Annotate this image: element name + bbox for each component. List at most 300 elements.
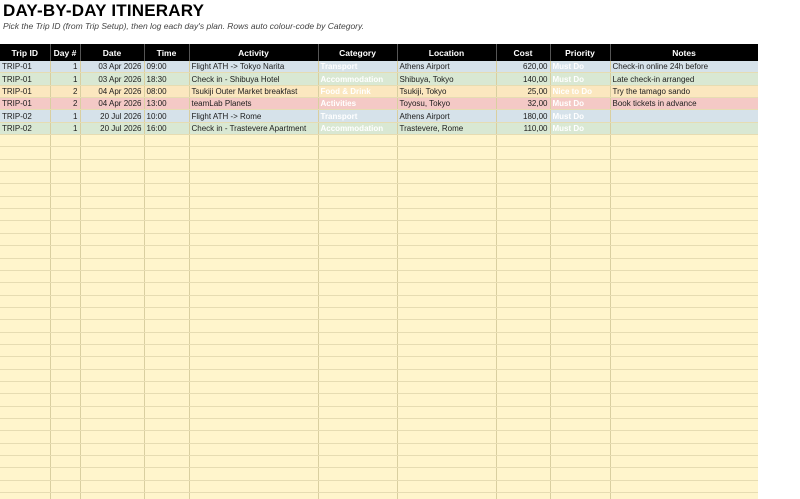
cell-cost[interactable]: 180,00 — [496, 110, 550, 122]
empty-cell[interactable] — [318, 196, 397, 208]
empty-row[interactable] — [0, 418, 758, 430]
empty-cell[interactable] — [50, 406, 80, 418]
empty-row[interactable] — [0, 283, 758, 295]
empty-cell[interactable] — [550, 394, 610, 406]
empty-cell[interactable] — [318, 381, 397, 393]
empty-row[interactable] — [0, 184, 758, 196]
empty-cell[interactable] — [50, 233, 80, 245]
empty-cell[interactable] — [397, 221, 496, 233]
cell-trip-id[interactable]: TRIP-01 — [0, 73, 50, 85]
empty-cell[interactable] — [189, 233, 318, 245]
empty-cell[interactable] — [550, 233, 610, 245]
empty-cell[interactable] — [80, 344, 144, 356]
empty-cell[interactable] — [550, 381, 610, 393]
empty-row[interactable] — [0, 221, 758, 233]
empty-cell[interactable] — [496, 332, 550, 344]
empty-cell[interactable] — [80, 468, 144, 480]
empty-cell[interactable] — [80, 493, 144, 499]
empty-row[interactable] — [0, 480, 758, 492]
cell-time[interactable]: 16:00 — [144, 122, 189, 134]
empty-cell[interactable] — [80, 357, 144, 369]
cell-time[interactable]: 13:00 — [144, 98, 189, 110]
column-header-day[interactable]: Day # — [50, 44, 80, 61]
empty-cell[interactable] — [318, 418, 397, 430]
empty-cell[interactable] — [0, 431, 50, 443]
empty-cell[interactable] — [189, 172, 318, 184]
empty-cell[interactable] — [610, 196, 758, 208]
empty-cell[interactable] — [144, 394, 189, 406]
empty-cell[interactable] — [496, 295, 550, 307]
empty-cell[interactable] — [0, 221, 50, 233]
empty-cell[interactable] — [397, 443, 496, 455]
empty-cell[interactable] — [550, 196, 610, 208]
empty-cell[interactable] — [397, 283, 496, 295]
cell-category[interactable]: Transport — [318, 110, 397, 122]
empty-cell[interactable] — [318, 406, 397, 418]
empty-cell[interactable] — [496, 135, 550, 147]
empty-cell[interactable] — [550, 406, 610, 418]
empty-cell[interactable] — [610, 344, 758, 356]
empty-row[interactable] — [0, 357, 758, 369]
empty-cell[interactable] — [189, 295, 318, 307]
empty-cell[interactable] — [144, 443, 189, 455]
empty-cell[interactable] — [550, 493, 610, 499]
empty-cell[interactable] — [0, 295, 50, 307]
empty-cell[interactable] — [397, 369, 496, 381]
empty-cell[interactable] — [189, 283, 318, 295]
empty-cell[interactable] — [550, 270, 610, 282]
empty-cell[interactable] — [496, 418, 550, 430]
empty-cell[interactable] — [0, 369, 50, 381]
empty-row[interactable] — [0, 270, 758, 282]
empty-cell[interactable] — [80, 258, 144, 270]
cell-day[interactable]: 1 — [50, 73, 80, 85]
empty-cell[interactable] — [496, 480, 550, 492]
empty-cell[interactable] — [144, 493, 189, 499]
empty-cell[interactable] — [189, 394, 318, 406]
empty-cell[interactable] — [50, 135, 80, 147]
empty-cell[interactable] — [550, 357, 610, 369]
empty-cell[interactable] — [496, 307, 550, 319]
empty-cell[interactable] — [80, 332, 144, 344]
empty-cell[interactable] — [318, 270, 397, 282]
empty-cell[interactable] — [397, 493, 496, 499]
empty-cell[interactable] — [0, 283, 50, 295]
empty-cell[interactable] — [50, 369, 80, 381]
empty-cell[interactable] — [610, 468, 758, 480]
empty-cell[interactable] — [318, 209, 397, 221]
cell-location[interactable]: Shibuya, Tokyo — [397, 73, 496, 85]
empty-cell[interactable] — [550, 209, 610, 221]
table-row[interactable] — [0, 85, 758, 97]
empty-cell[interactable] — [550, 418, 610, 430]
empty-cell[interactable] — [397, 344, 496, 356]
empty-cell[interactable] — [0, 196, 50, 208]
empty-cell[interactable] — [496, 493, 550, 499]
empty-cell[interactable] — [0, 209, 50, 221]
column-header-location[interactable]: Location — [397, 44, 496, 61]
empty-cell[interactable] — [610, 246, 758, 258]
empty-cell[interactable] — [397, 381, 496, 393]
cell-date[interactable]: 03 Apr 2026 — [80, 61, 144, 73]
empty-cell[interactable] — [80, 369, 144, 381]
empty-cell[interactable] — [397, 135, 496, 147]
empty-cell[interactable] — [496, 369, 550, 381]
empty-cell[interactable] — [144, 431, 189, 443]
empty-cell[interactable] — [496, 233, 550, 245]
empty-cell[interactable] — [550, 307, 610, 319]
empty-cell[interactable] — [397, 394, 496, 406]
cell-priority[interactable]: Must Do — [550, 73, 610, 85]
empty-cell[interactable] — [50, 159, 80, 171]
empty-cell[interactable] — [397, 233, 496, 245]
empty-cell[interactable] — [80, 221, 144, 233]
empty-cell[interactable] — [144, 196, 189, 208]
empty-cell[interactable] — [397, 431, 496, 443]
cell-priority[interactable]: Must Do — [550, 122, 610, 134]
empty-cell[interactable] — [610, 233, 758, 245]
empty-cell[interactable] — [144, 233, 189, 245]
empty-row[interactable] — [0, 172, 758, 184]
empty-cell[interactable] — [144, 209, 189, 221]
empty-cell[interactable] — [496, 431, 550, 443]
empty-cell[interactable] — [0, 493, 50, 499]
empty-cell[interactable] — [0, 184, 50, 196]
empty-cell[interactable] — [80, 480, 144, 492]
empty-cell[interactable] — [189, 184, 318, 196]
cell-date[interactable]: 04 Apr 2026 — [80, 98, 144, 110]
empty-cell[interactable] — [318, 159, 397, 171]
empty-cell[interactable] — [318, 258, 397, 270]
cell-category[interactable]: Accommodation — [318, 122, 397, 134]
empty-cell[interactable] — [397, 209, 496, 221]
empty-cell[interactable] — [610, 270, 758, 282]
empty-cell[interactable] — [610, 307, 758, 319]
empty-cell[interactable] — [50, 172, 80, 184]
empty-row[interactable] — [0, 307, 758, 319]
empty-cell[interactable] — [144, 147, 189, 159]
column-header-priority[interactable]: Priority — [550, 44, 610, 61]
empty-cell[interactable] — [80, 418, 144, 430]
column-header-date[interactable]: Date — [80, 44, 144, 61]
empty-cell[interactable] — [496, 394, 550, 406]
empty-cell[interactable] — [189, 135, 318, 147]
empty-cell[interactable] — [610, 135, 758, 147]
empty-cell[interactable] — [318, 307, 397, 319]
cell-priority[interactable]: Nice to Do — [550, 85, 610, 97]
empty-cell[interactable] — [318, 357, 397, 369]
empty-cell[interactable] — [318, 344, 397, 356]
empty-cell[interactable] — [496, 196, 550, 208]
cell-priority[interactable]: Must Do — [550, 61, 610, 73]
empty-row[interactable] — [0, 394, 758, 406]
empty-cell[interactable] — [0, 307, 50, 319]
empty-cell[interactable] — [496, 172, 550, 184]
empty-cell[interactable] — [610, 172, 758, 184]
empty-cell[interactable] — [397, 307, 496, 319]
cell-location[interactable]: Athens Airport — [397, 110, 496, 122]
empty-cell[interactable] — [189, 468, 318, 480]
empty-cell[interactable] — [50, 307, 80, 319]
empty-cell[interactable] — [496, 357, 550, 369]
empty-cell[interactable] — [610, 480, 758, 492]
empty-cell[interactable] — [318, 233, 397, 245]
empty-row[interactable] — [0, 332, 758, 344]
empty-cell[interactable] — [50, 431, 80, 443]
empty-cell[interactable] — [550, 246, 610, 258]
empty-cell[interactable] — [397, 246, 496, 258]
empty-row[interactable] — [0, 493, 758, 499]
empty-cell[interactable] — [80, 196, 144, 208]
empty-cell[interactable] — [610, 221, 758, 233]
empty-row[interactable] — [0, 344, 758, 356]
empty-cell[interactable] — [496, 344, 550, 356]
cell-category[interactable]: Accommodation — [318, 73, 397, 85]
empty-cell[interactable] — [189, 418, 318, 430]
empty-cell[interactable] — [318, 246, 397, 258]
empty-cell[interactable] — [0, 418, 50, 430]
cell-trip-id[interactable]: TRIP-02 — [0, 122, 50, 134]
empty-cell[interactable] — [610, 456, 758, 468]
empty-cell[interactable] — [144, 295, 189, 307]
cell-category[interactable]: Activities — [318, 98, 397, 110]
empty-cell[interactable] — [550, 431, 610, 443]
empty-cell[interactable] — [397, 270, 496, 282]
cell-location[interactable]: Athens Airport — [397, 61, 496, 73]
cell-notes[interactable] — [610, 122, 758, 134]
empty-cell[interactable] — [397, 418, 496, 430]
cell-category[interactable]: Transport — [318, 61, 397, 73]
empty-cell[interactable] — [610, 159, 758, 171]
empty-cell[interactable] — [80, 135, 144, 147]
empty-cell[interactable] — [144, 159, 189, 171]
empty-cell[interactable] — [144, 184, 189, 196]
empty-cell[interactable] — [550, 320, 610, 332]
empty-cell[interactable] — [144, 418, 189, 430]
empty-row[interactable] — [0, 431, 758, 443]
empty-cell[interactable] — [550, 344, 610, 356]
empty-cell[interactable] — [80, 270, 144, 282]
cell-activity[interactable]: Check in - Shibuya Hotel — [189, 73, 318, 85]
empty-cell[interactable] — [80, 307, 144, 319]
empty-cell[interactable] — [50, 246, 80, 258]
cell-cost[interactable]: 110,00 — [496, 122, 550, 134]
empty-cell[interactable] — [50, 283, 80, 295]
empty-cell[interactable] — [550, 221, 610, 233]
empty-cell[interactable] — [144, 332, 189, 344]
cell-date[interactable]: 03 Apr 2026 — [80, 73, 144, 85]
empty-cell[interactable] — [144, 406, 189, 418]
empty-row[interactable] — [0, 381, 758, 393]
empty-cell[interactable] — [610, 258, 758, 270]
empty-cell[interactable] — [0, 394, 50, 406]
empty-cell[interactable] — [80, 147, 144, 159]
table-row[interactable] — [0, 98, 758, 110]
empty-cell[interactable] — [0, 270, 50, 282]
empty-cell[interactable] — [318, 332, 397, 344]
cell-activity[interactable]: Flight ATH -> Rome — [189, 110, 318, 122]
empty-cell[interactable] — [0, 456, 50, 468]
empty-cell[interactable] — [610, 184, 758, 196]
empty-cell[interactable] — [80, 209, 144, 221]
empty-cell[interactable] — [144, 456, 189, 468]
empty-cell[interactable] — [189, 147, 318, 159]
empty-cell[interactable] — [397, 295, 496, 307]
empty-cell[interactable] — [80, 159, 144, 171]
empty-cell[interactable] — [144, 258, 189, 270]
empty-cell[interactable] — [496, 184, 550, 196]
cell-day[interactable]: 1 — [50, 61, 80, 73]
empty-cell[interactable] — [144, 221, 189, 233]
empty-cell[interactable] — [50, 184, 80, 196]
empty-row[interactable] — [0, 443, 758, 455]
empty-row[interactable] — [0, 135, 758, 147]
empty-cell[interactable] — [0, 159, 50, 171]
empty-cell[interactable] — [50, 320, 80, 332]
empty-cell[interactable] — [80, 381, 144, 393]
empty-cell[interactable] — [189, 258, 318, 270]
empty-cell[interactable] — [50, 270, 80, 282]
empty-cell[interactable] — [0, 172, 50, 184]
empty-cell[interactable] — [189, 307, 318, 319]
empty-cell[interactable] — [318, 135, 397, 147]
cell-time[interactable]: 09:00 — [144, 61, 189, 73]
empty-cell[interactable] — [189, 357, 318, 369]
empty-cell[interactable] — [80, 172, 144, 184]
empty-cell[interactable] — [189, 381, 318, 393]
empty-cell[interactable] — [397, 332, 496, 344]
cell-location[interactable]: Toyosu, Tokyo — [397, 98, 496, 110]
cell-day[interactable]: 2 — [50, 98, 80, 110]
empty-cell[interactable] — [610, 493, 758, 499]
empty-cell[interactable] — [550, 456, 610, 468]
column-header-trip-id[interactable]: Trip ID — [0, 44, 50, 61]
empty-cell[interactable] — [496, 270, 550, 282]
empty-cell[interactable] — [610, 418, 758, 430]
cell-notes[interactable] — [610, 110, 758, 122]
empty-cell[interactable] — [80, 443, 144, 455]
empty-cell[interactable] — [144, 172, 189, 184]
empty-cell[interactable] — [189, 443, 318, 455]
empty-row[interactable] — [0, 233, 758, 245]
empty-cell[interactable] — [50, 394, 80, 406]
empty-cell[interactable] — [610, 431, 758, 443]
empty-cell[interactable] — [397, 456, 496, 468]
empty-cell[interactable] — [50, 221, 80, 233]
empty-cell[interactable] — [144, 480, 189, 492]
empty-cell[interactable] — [610, 406, 758, 418]
empty-cell[interactable] — [610, 295, 758, 307]
empty-cell[interactable] — [50, 456, 80, 468]
empty-cell[interactable] — [610, 283, 758, 295]
cell-trip-id[interactable]: TRIP-01 — [0, 85, 50, 97]
table-row[interactable] — [0, 110, 758, 122]
empty-cell[interactable] — [144, 344, 189, 356]
empty-cell[interactable] — [610, 394, 758, 406]
empty-cell[interactable] — [50, 147, 80, 159]
cell-category[interactable]: Food & Drink — [318, 85, 397, 97]
empty-cell[interactable] — [50, 344, 80, 356]
empty-cell[interactable] — [0, 246, 50, 258]
empty-row[interactable] — [0, 209, 758, 221]
empty-cell[interactable] — [50, 357, 80, 369]
empty-cell[interactable] — [610, 369, 758, 381]
empty-row[interactable] — [0, 320, 758, 332]
empty-cell[interactable] — [189, 332, 318, 344]
table-row[interactable] — [0, 122, 758, 134]
empty-cell[interactable] — [80, 233, 144, 245]
empty-row[interactable] — [0, 295, 758, 307]
empty-cell[interactable] — [80, 394, 144, 406]
empty-cell[interactable] — [0, 406, 50, 418]
empty-cell[interactable] — [189, 221, 318, 233]
empty-cell[interactable] — [0, 135, 50, 147]
empty-cell[interactable] — [550, 172, 610, 184]
cell-activity[interactable]: teamLab Planets — [189, 98, 318, 110]
empty-cell[interactable] — [144, 307, 189, 319]
empty-cell[interactable] — [397, 320, 496, 332]
column-header-notes[interactable]: Notes — [610, 44, 758, 61]
empty-cell[interactable] — [550, 159, 610, 171]
empty-cell[interactable] — [189, 320, 318, 332]
empty-cell[interactable] — [397, 357, 496, 369]
cell-trip-id[interactable]: TRIP-01 — [0, 61, 50, 73]
empty-cell[interactable] — [189, 406, 318, 418]
empty-cell[interactable] — [50, 480, 80, 492]
empty-cell[interactable] — [0, 344, 50, 356]
empty-cell[interactable] — [550, 480, 610, 492]
empty-cell[interactable] — [0, 480, 50, 492]
empty-cell[interactable] — [80, 320, 144, 332]
cell-cost[interactable]: 140,00 — [496, 73, 550, 85]
empty-cell[interactable] — [496, 221, 550, 233]
empty-cell[interactable] — [496, 283, 550, 295]
cell-time[interactable]: 18:30 — [144, 73, 189, 85]
empty-cell[interactable] — [189, 456, 318, 468]
cell-priority[interactable]: Must Do — [550, 98, 610, 110]
empty-cell[interactable] — [610, 332, 758, 344]
empty-cell[interactable] — [80, 246, 144, 258]
empty-cell[interactable] — [318, 468, 397, 480]
empty-cell[interactable] — [144, 320, 189, 332]
empty-cell[interactable] — [0, 443, 50, 455]
empty-cell[interactable] — [50, 196, 80, 208]
empty-cell[interactable] — [318, 295, 397, 307]
cell-date[interactable]: 20 Jul 2026 — [80, 110, 144, 122]
empty-cell[interactable] — [610, 381, 758, 393]
empty-cell[interactable] — [0, 381, 50, 393]
empty-cell[interactable] — [189, 344, 318, 356]
empty-cell[interactable] — [550, 468, 610, 480]
empty-cell[interactable] — [189, 270, 318, 282]
empty-cell[interactable] — [397, 172, 496, 184]
empty-cell[interactable] — [0, 468, 50, 480]
empty-cell[interactable] — [144, 246, 189, 258]
empty-cell[interactable] — [318, 493, 397, 499]
empty-cell[interactable] — [610, 147, 758, 159]
empty-cell[interactable] — [496, 443, 550, 455]
column-header-cost[interactable]: Cost — [496, 44, 550, 61]
empty-row[interactable] — [0, 159, 758, 171]
empty-cell[interactable] — [80, 456, 144, 468]
empty-cell[interactable] — [144, 381, 189, 393]
empty-cell[interactable] — [0, 332, 50, 344]
empty-cell[interactable] — [496, 320, 550, 332]
empty-cell[interactable] — [397, 147, 496, 159]
empty-cell[interactable] — [318, 221, 397, 233]
empty-cell[interactable] — [189, 480, 318, 492]
cell-cost[interactable]: 25,00 — [496, 85, 550, 97]
